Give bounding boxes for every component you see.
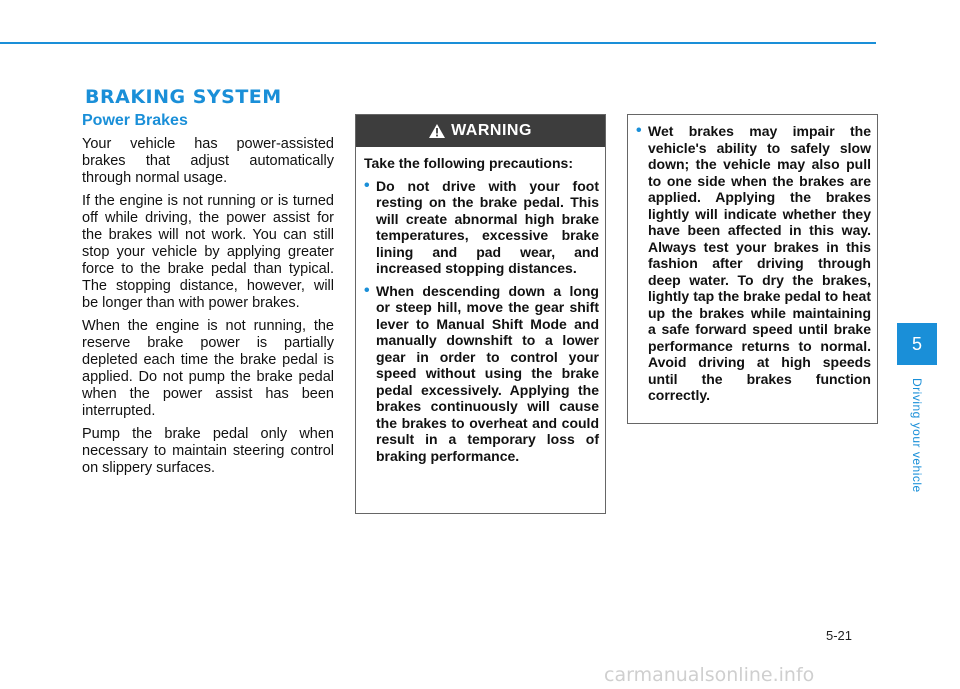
warning-label: WARNING: [451, 122, 532, 139]
warning-content: [356, 147, 605, 464]
warning-icon: [429, 124, 445, 138]
list-item-text: Wet brakes may impair the vehicle's ability to safely slow down; the vehicle may also pull to one side when the brakes are applied. Applying the brakes lightly will indicate whether they have been affected in this way. Always test your brakes in this fashion after driving through deep water. To dry the brakes, lightly tap the brake pedal to heat up the brakes while maintaining a safe forward speed until brake performance returns to normal. Avoid driving at high speeds until the brakes function correctly.: [648, 123, 871, 403]
watermark: carmanualsonline.info: [604, 664, 815, 686]
page-number: 5-21: [826, 628, 853, 643]
warning-box: [355, 114, 606, 514]
paragraph: Your vehicle has power-assisted brakes that adjust automatically through normal usage.: [82, 136, 334, 186]
section-title: BRAKING SYSTEM: [85, 86, 282, 108]
list-item: [364, 283, 599, 465]
list-item-text: When descending down a long or steep hill, move the gear shift lever to Manual Shift Mode and manually downshift to a lower gear in order to control your speed without using the brake pedal excessively. Applying the brakes continuously will cause the brakes to overheat and could result in a temporary loss of braking performance.: [376, 282, 599, 464]
body-text: [82, 136, 334, 483]
list-item-text: Do not drive with your foot resting on the brake pedal. This will create abnormal high brake temperatures, excessive brake lining and pad wear, and increased stopping distances.: [376, 177, 599, 276]
chapter-label-text: Driving your vehicle: [910, 377, 924, 493]
paragraph: If the engine is not running or is turned off while driving, the power assist for the brakes will not work. You can still stop your vehicle by applying greater force to the brake pedal than typical. The stopping distance, however, will be longer than with power brakes.: [82, 193, 334, 311]
warning-intro: Take the following precautions:: [364, 155, 573, 171]
bullet-icon: •: [364, 281, 370, 299]
bullet-icon: •: [636, 122, 642, 139]
subsection-title: Power Brakes: [82, 112, 188, 129]
warning-content: [628, 115, 877, 404]
bullet-icon: •: [364, 176, 370, 194]
warning-box-continued: [627, 114, 878, 424]
list-item: [364, 178, 599, 277]
chapter-label: [895, 370, 939, 500]
list-item: [636, 123, 871, 404]
paragraph: Pump the brake pedal only when necessary to maintain steering control on slippery surfaces.: [82, 426, 334, 476]
chapter-tab: 5: [897, 323, 937, 365]
warning-header: [356, 115, 605, 147]
top-rule: [0, 42, 876, 44]
paragraph: When the engine is not running, the reserve brake power is partially depleted each time the brake pedal is applied. Do not pump the brake pedal when the power assist has been interrupted.: [82, 318, 334, 419]
